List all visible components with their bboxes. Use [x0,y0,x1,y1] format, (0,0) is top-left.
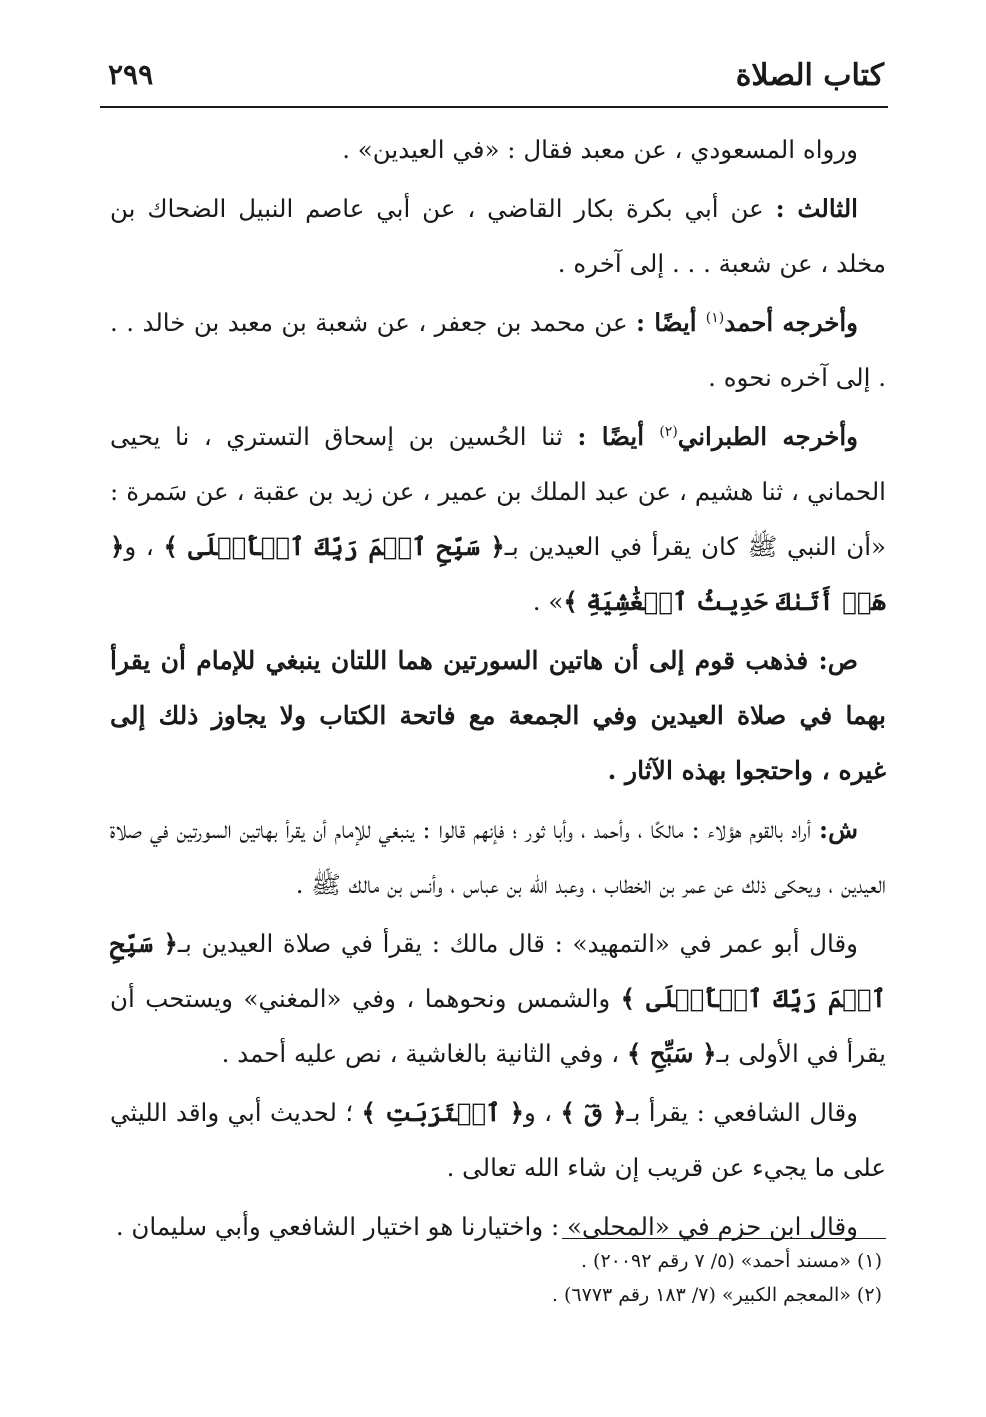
paragraph-text: والشمس ونحوهما ، وفي «المغني» ويستحب أن يقرأ في الأولى بـ [110,984,886,1068]
footnote-1: (١) «مسند أحمد» (٥/ ٧ رقم ٢٠٠٩٢) . [580,1250,882,1272]
paragraph-4 [110,409,886,629]
footnote-ref-1: (١) [705,309,725,326]
page-number: ٢٩٩ [108,58,154,91]
quran-quote: ﴿ سَبِّحِ ٱسۡمَ رَبِّكَ ٱلۡأَعۡلَى ﴾ [110,929,886,1013]
paragraph-text: عن أبي بكرة بكار القاضي ، عن أبي عاصم النبيل الضحاك بن مخلد ، عن شعبة . . . إلى آخره . [110,194,886,278]
paragraph-lead: ش: [819,815,858,844]
paragraph-6 [110,802,886,912]
quran-quote: ﴿ هَلۡ أَتَىٰكَ حَدِيثُ ٱلۡغَٰشِيَةِ ﴾ [110,532,886,616]
footnote-ref-2: (٢) [659,423,678,440]
page-body [110,122,886,1254]
paragraph-8 [110,1085,886,1195]
footnote-rule [562,1238,886,1239]
paragraph-3 [110,295,886,405]
quran-quote: ﴿ سَبِّحِ ٱسۡمَ رَبِّكَ ٱلۡأَعۡلَى ﴾ [163,532,505,561]
paragraph-text: وقال الشافعي : يقرأ بـ [626,1098,858,1127]
paragraph-text: وقال أبو عمر في «التمهيد» : قال مالك : يقرأ في صلاة العيدين بـ [177,929,859,958]
paragraph-text: وقال ابن حزم في «المحلى» : واختيارنا هو اختيار الشافعي وأبي سليمان . [115,1212,858,1241]
paragraph-text: ورواه المسعودي ، عن معبد فقال : «في العيدين» . [342,135,858,164]
paragraph-text: ؛ لحديث أبي واقد الليثي على ما يجيء عن قريب إن شاء الله تعالى . [110,1098,886,1182]
paragraph-7 [110,916,886,1081]
paragraph-text: » . [532,587,564,616]
paragraph-text: ثنا الحُسين بن إسحاق التستري ، نا يحيى الحماني ، ثنا هشيم ، عن عبد الملك بن عمير ، عن زيد بن عقبة ، عن سَمرة : «أن النبي ﷺ كان يقرأ في العيدين بـ [110,422,887,561]
footnotes [110,1244,882,1312]
paragraph-lead: الثالث : [775,194,858,223]
footnote-2: (٢) «المعجم الكبير» (٧/ ١٨٣ رقم ٦٧٧٣) . [551,1284,882,1306]
paragraph-text: عن محمد بن جعفر ، عن شعبة بن معبد بن خالد . . . إلى آخره نحوه . [110,308,886,392]
quran-quote: ﴿ سَبِّحِ ﴾ [626,1039,717,1068]
paragraph-text: ، و [523,1098,561,1127]
paragraph-lead-2: أيضًا : [636,308,706,337]
paragraph-lead: وأخرجه الطبراني [677,422,858,451]
paragraph-1 [110,122,886,177]
paragraph-2 [110,181,886,291]
paragraph-lead-2: أيضًا : [577,422,660,451]
header-rule [100,106,888,108]
page-header [108,52,884,102]
paragraph-5 [110,633,886,798]
quran-quote: ﴿ ٱقۡتَرَبَتِ ﴾ [361,1098,524,1127]
paragraph-text: ، و [124,532,164,561]
paragraph-text: ص: فذهب قوم إلى أن هاتين السورتين هما اللتان ينبغي للإمام أن يقرأ بهما في صلاة العيدين وفي الجمعة مع فاتحة الكتاب ولا يجاوز ذلك إلى غيره ، واحتجوا بهذه الآثار . [110,646,886,785]
paragraph-text: أراد بالقوم هؤلاء : مالكًا ، وأحمد ، وأبا ثور ؛ فإنهم قالوا : ينبغي للإمام أن يقرأ بهاتين السورتين في صلاة العيدين ، ويحكى ذلك عن عمر بن الخطاب ، وعبد الله بن عباس ، وأنس بن مالك ﷺ . [110,815,886,899]
chapter-title: كتاب الصلاة [735,58,884,93]
paragraph-lead: وأخرجه أحمد [724,308,858,337]
quran-quote: ﴿ قٓ ﴾ [560,1098,627,1127]
paragraph-text: ، وفي الثانية بالغاشية ، نص عليه أحمد . [221,1039,627,1068]
